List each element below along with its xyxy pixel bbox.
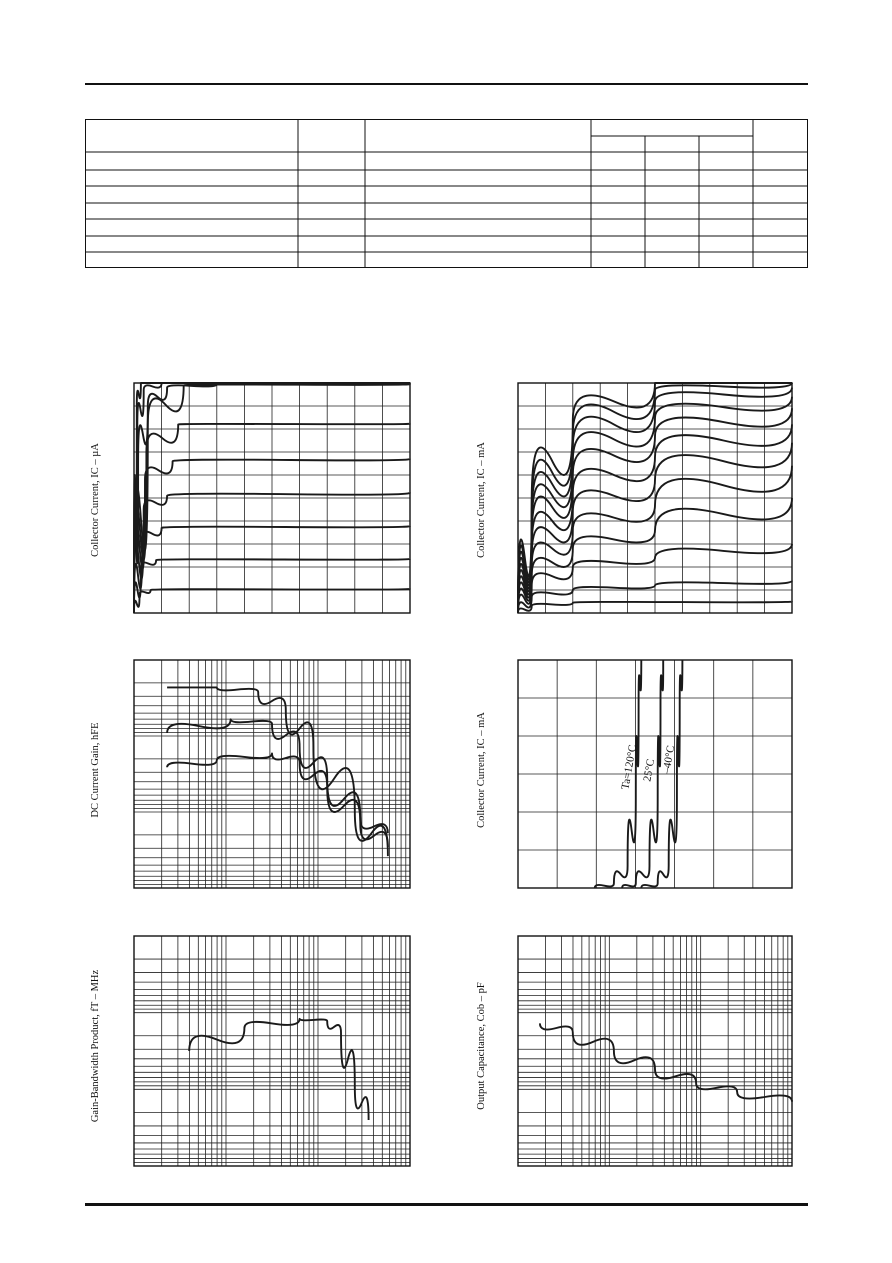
chart-ic-vbe xyxy=(456,652,806,902)
plot-area xyxy=(134,936,410,1166)
chart-svg-ic-vbe xyxy=(456,652,806,902)
top-rule xyxy=(85,83,808,85)
chart-ic-vce-ma xyxy=(456,375,806,625)
bottom-rule xyxy=(85,1203,808,1206)
y-axis-label: Collector Current, IC – mA xyxy=(476,712,487,828)
chart-svg-ft-ic xyxy=(70,928,420,1178)
chart-svg-hfe-ic xyxy=(70,652,420,902)
plot-area xyxy=(134,660,410,888)
series-line-0 xyxy=(189,1019,368,1120)
chart-svg-cob-vcb xyxy=(456,928,806,1178)
plot-area xyxy=(518,660,792,888)
y-axis-label: Collector Current, IC – mA xyxy=(476,442,487,558)
chart-cob-vcb xyxy=(456,928,806,1178)
plot-frame xyxy=(518,936,792,1166)
series-label: –40°C xyxy=(660,744,678,775)
plot-area xyxy=(134,383,410,613)
y-axis-label: Collector Current, IC – µA xyxy=(90,443,101,557)
y-axis-label: Output Capacitance, Cob – pF xyxy=(476,982,487,1110)
series-line-0 xyxy=(540,1023,792,1101)
plot-frame xyxy=(134,936,410,1166)
chart-ic-vce-ua xyxy=(70,375,420,625)
chart-ft-ic xyxy=(70,928,420,1178)
chart-svg-ic-vce-ua xyxy=(70,375,420,625)
y-axis-label: DC Current Gain, hFE xyxy=(90,722,101,818)
series-line-0 xyxy=(167,687,388,856)
spec-table xyxy=(85,119,808,268)
series-label: 25°C xyxy=(641,758,658,783)
plot-frame xyxy=(134,660,410,888)
spec-table-grid xyxy=(85,119,808,268)
chart-svg-ic-vce-ma xyxy=(456,375,806,625)
series-label: Ta=120°C xyxy=(619,743,640,791)
chart-hfe-ic xyxy=(70,652,420,902)
y-axis-label: Gain-Bandwidth Product, fT – MHz xyxy=(90,969,101,1123)
plot-area xyxy=(518,383,792,613)
plot-area xyxy=(518,936,792,1166)
